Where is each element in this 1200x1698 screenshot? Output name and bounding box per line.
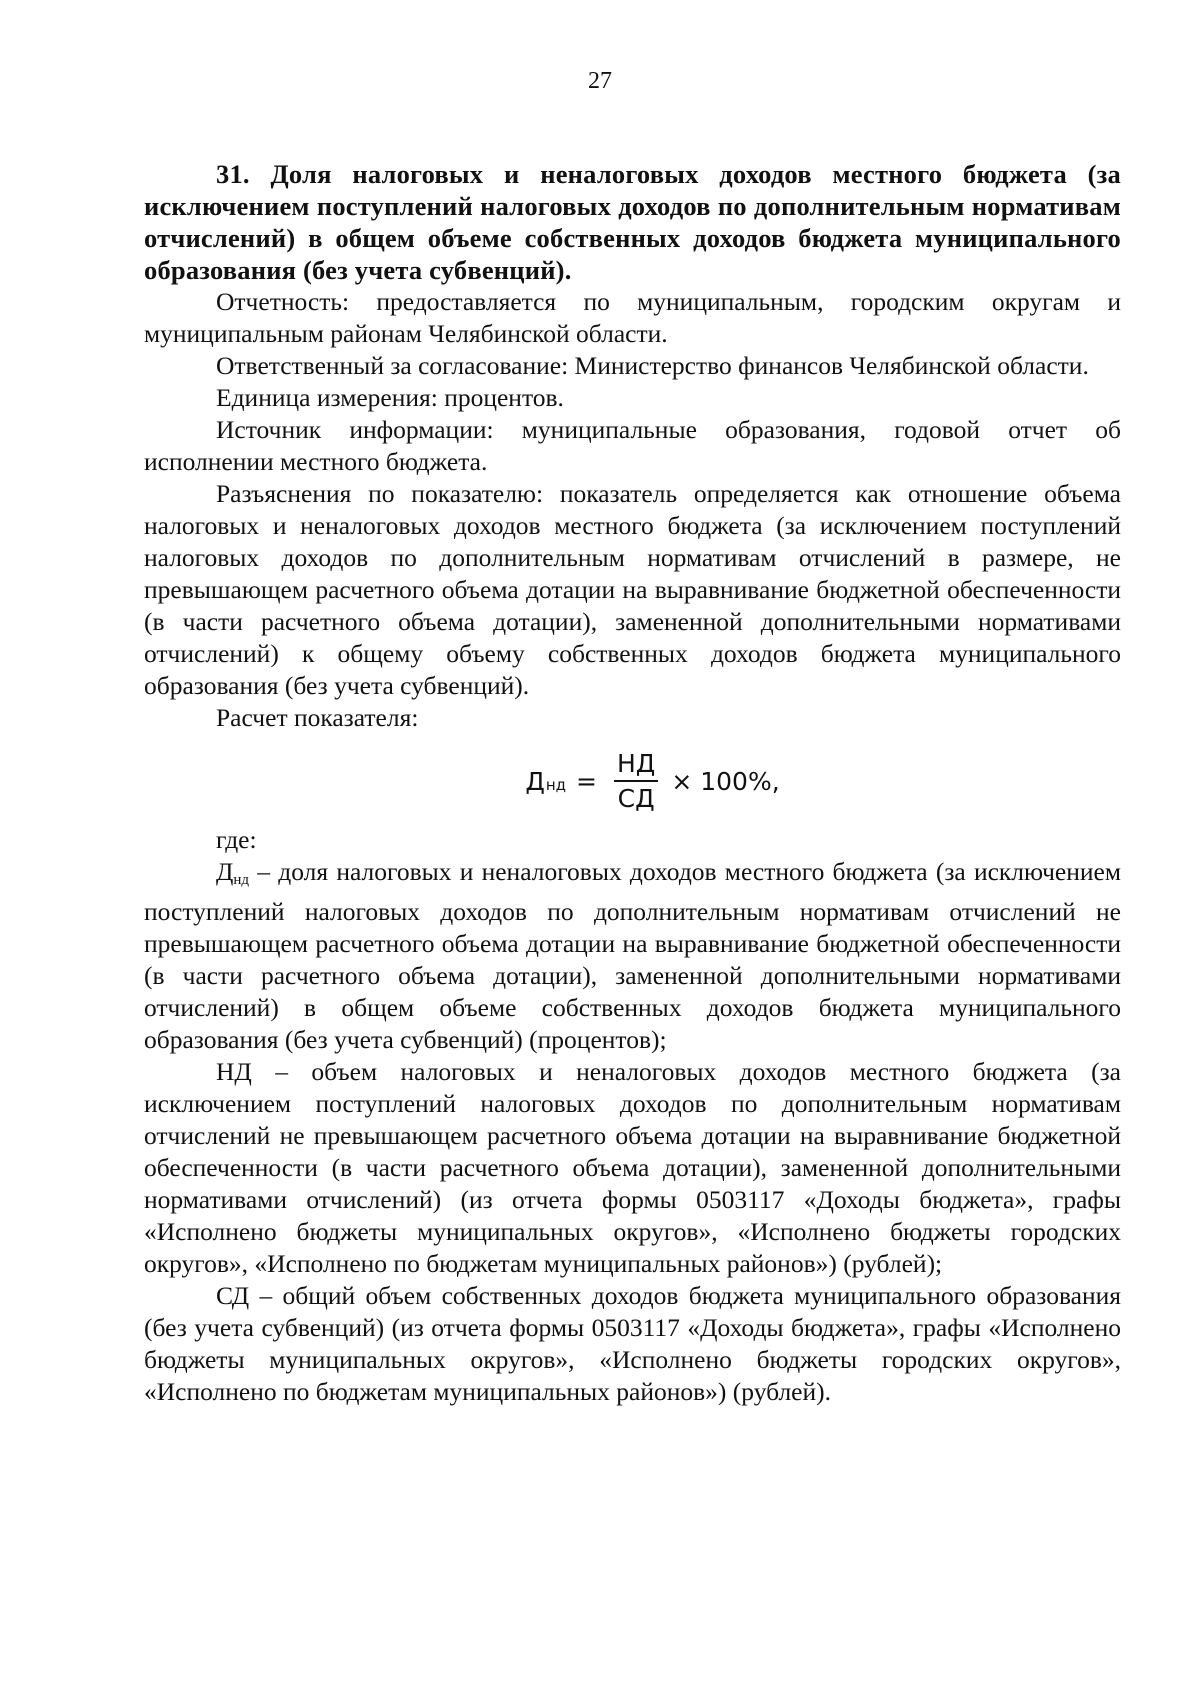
definition-dnd-symbol: Д bbox=[216, 857, 234, 886]
formula-numerator: НД bbox=[617, 749, 656, 778]
section-heading: 31. Доля налоговых и неналоговых доходов местного бюджета (за исключением поступлений налоговых доходов по дополнительным нормативам отчислений) в общем объеме собственных доходов бюджета муниципального образования (без учета субвенций). bbox=[144, 159, 1121, 285]
unit-paragraph: Единица измерения: процентов. bbox=[216, 383, 564, 412]
document-body bbox=[144, 158, 1121, 1408]
explanation-paragraph: Разъяснения по показателю: показатель определяется как отношение объема налоговых и неналоговых доходов местного бюджета (за исключением поступлений налоговых доходов по дополнительным нормативам отчислений в размере, не превышающем расчетного объема дотации на выравнивание бюджетной обеспеченности (в части расчетного объема дотации), замененной дополнительными нормативами отчислений) к общему объему собственных доходов бюджета муниципального образования (без учета субвенций). bbox=[144, 479, 1121, 700]
source-paragraph: Источник информации: муниципальные образования, годовой отчет об исполнении местного бюджета. bbox=[144, 415, 1121, 476]
formula-fraction bbox=[613, 749, 659, 813]
page-number: 27 bbox=[588, 68, 612, 94]
definition-dnd bbox=[144, 856, 1121, 1056]
formula-equals: = bbox=[576, 766, 597, 796]
formula bbox=[144, 738, 1121, 824]
definition-dnd-subscript: нд bbox=[233, 872, 250, 888]
reporting-paragraph: Отчетность: предоставляется по муниципальным, городским округам и муниципальным районам Челябинской области. bbox=[144, 287, 1121, 348]
formula-lhs-symbol: Д bbox=[525, 766, 545, 796]
formula-denominator: СД bbox=[617, 784, 655, 813]
responsible-paragraph: Ответственный за согласование: Министерство финансов Челябинской области. bbox=[216, 351, 1089, 380]
formula-lhs-subscript: нд bbox=[545, 775, 567, 794]
formula-lhs bbox=[525, 767, 566, 796]
definition-nd: НД – объем налоговых и неналоговых доходов местного бюджета (за исключением поступлений налоговых доходов по дополнительным нормативам отчислений не превышающем расчетного объема дотации на выравнивание бюджетной обеспеченности (в части расчетного объема дотации), замененной дополнительными нормативами отчислений) (из отчета формы 0503117 «Доходы бюджета», графы «Исполнено бюджеты муниципальных округов», «Исполнено бюджеты городских округов», «Исполнено по бюджетам муниципальных районов») (рублей); bbox=[144, 1057, 1121, 1278]
calculation-label: Расчет показателя: bbox=[216, 703, 419, 732]
definition-dnd-text: – доля налоговых и неналоговых доходов местного бюджета (за исключением поступлений налоговых доходов по дополнительным нормативам отчислений не превышающем расчетного объема дотации на выравнивание бюджетной обеспеченности (в части расчетного объема дотации), замененной дополнительными нормативами отчислений) в общем объеме собственных доходов бюджета муниципального образования (без учета субвенций) (процентов); bbox=[144, 857, 1121, 1054]
formula-multiplier: × 100%, bbox=[671, 766, 780, 796]
definition-sd: СД – общий объем собственных доходов бюджета муниципального образования (без учета субвенций) (из отчета формы 0503117 «Доходы бюджета», графы «Исполнено бюджеты муниципальных округов», «Исполнено бюджеты городских округов», «Исполнено по бюджетам муниципальных районов») (рублей). bbox=[144, 1281, 1121, 1406]
where-label: где: bbox=[216, 825, 257, 854]
